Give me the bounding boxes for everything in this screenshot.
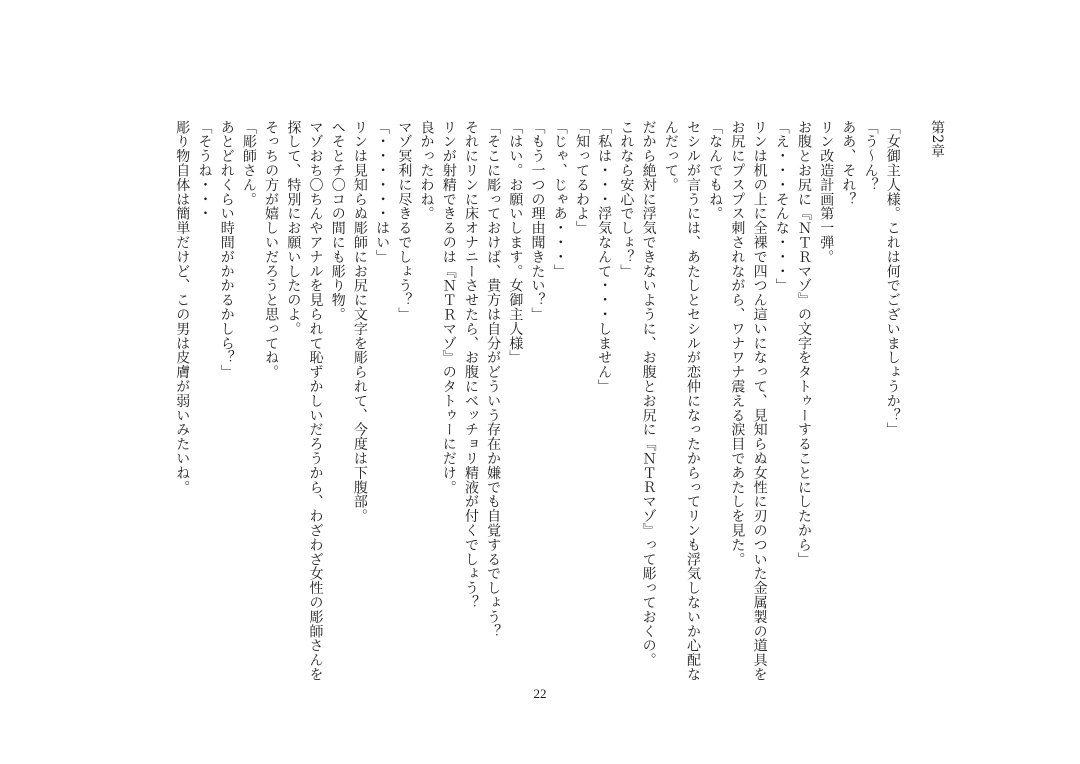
text-line: リンは机の上に全裸で四つん這いになって、見知らぬ女性に刃のついた金属製の道具を <box>751 120 768 682</box>
text-line: 「う〜ん？ <box>862 120 879 192</box>
text-line: へそとチ〇コの間にも彫り物。 <box>329 120 346 322</box>
text-line: それにリンに床オナニーさせたら、お腹にベッチョリ精液が付くでしょう？ <box>462 120 479 610</box>
text-line: 「知ってるわよ」 <box>573 120 590 236</box>
text-line: これなら安心でしょ？」 <box>618 120 635 279</box>
text-line: お尻にプスプス刺されながら、ワナワナ震える涙目であたしを見た。 <box>729 120 746 567</box>
text-line: だから絶対に浮気できないように、お腹とお尻に『ＮＴＲマゾ』って彫っておくの。 <box>640 120 657 668</box>
text-line: マゾ冥利に尽きるでしょう？」 <box>396 120 413 322</box>
text-line: 「・・・・・・はい」 <box>374 120 391 264</box>
text-line: 探して、特別にお願いしたのよ。 <box>285 120 302 336</box>
text-line: んだって。 <box>662 120 679 192</box>
text-line: 「もう一つの理由聞きたい？」 <box>529 120 546 322</box>
text-line: 「彫師さん。 <box>240 120 257 207</box>
text-line: そっちの方が嬉しいだろうと思ってね。 <box>263 120 280 380</box>
text-line: 「じゃ、じゃあ・・・」 <box>551 120 568 279</box>
chapter-title: 第2章 <box>929 120 945 159</box>
text-line: 良かったわね。 <box>418 120 435 221</box>
text-line: 「女御主人様。これは何でございましょうか？」 <box>884 120 901 437</box>
text-line: ああ、それ？ <box>840 120 857 207</box>
text-line: リン改造計画第一弾。 <box>818 120 835 264</box>
text-line: マゾおち〇ちんやアナルを見られて恥ずかしいだろうから、わざわざ女性の彫師さんを <box>307 120 324 682</box>
text-line: 「そこに彫っておけば、貴方は自分がどういう存在か嫌でも自覚するでしょう？ <box>485 120 502 639</box>
text-line: あとどれくらい時間がかかるかしら？」 <box>218 120 235 380</box>
text-line: 「そうね・・・ <box>196 120 213 221</box>
text-line: 彫り物自体は簡単だけど、この男は皮膚が弱いみたいね。 <box>174 120 191 495</box>
text-line: 「なんでもね。 <box>707 120 724 221</box>
text-line: セシルが言うには、あたしとセシルが恋仲になったからってリンも浮気しないか心配な <box>684 120 701 682</box>
text-line: お腹とお尻に『ＮＴＲマゾ』の文字をタトゥーすることにしたから」 <box>795 120 812 567</box>
text-line: リンが射精できるのは『ＮＴＲマゾ』のタトゥーにだけ。 <box>440 120 457 495</box>
page-number: 22 <box>533 686 547 701</box>
text-line: 「私は・・・浮気なんて・・・しません」 <box>596 120 613 394</box>
text-line: リンは見知らぬ彫師にお尻に文字を彫られて、今度は下腹部。 <box>351 120 368 524</box>
text-line: 「え・・・そんな・・・」 <box>773 120 790 293</box>
text-line: 「はい。お願いします。女御主人様」 <box>507 120 524 365</box>
vertical-text-body <box>171 120 948 682</box>
